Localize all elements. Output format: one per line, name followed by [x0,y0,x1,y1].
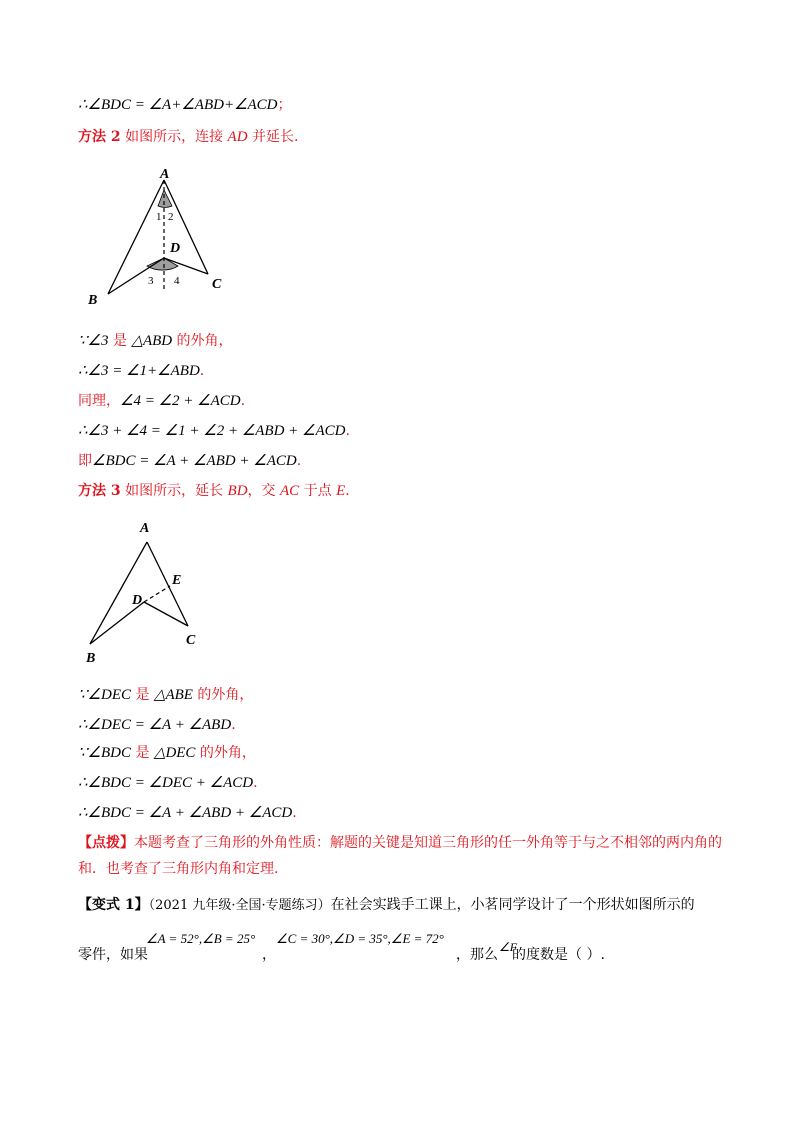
method-2-label: 方法 2 [78,129,121,145]
variant-eq-2 [276,930,444,948]
proof-line-11 [78,804,297,822]
label-D: D [132,593,143,608]
variant-source: （2021 九年级·全国·专题练习） [148,898,331,913]
tip-text: 本题考查了三角形的外角性质：解题的关键是知道三角形的任一外角等于与之不相邻的两内角的和．也考查了三角形内角和定理. [78,835,722,877]
proof-line-9 [78,744,256,762]
equation: ∠BDC = ∠A + ∠ABD + ∠ACD [92,453,297,469]
text: 的外角， [192,687,254,703]
equation: ∴∠DEC = ∠A + ∠ABD [78,717,232,733]
variant-text: 零件，如果 [78,947,148,963]
equation: ∴∠BDC = ∠DEC + ∠ACD [78,775,254,791]
punct: ， [262,947,276,963]
proof-line-2 [78,332,233,350]
proof-line-3 [78,362,204,380]
proof-line-6 [78,452,301,470]
label-B: B [88,293,98,308]
segment-AC [147,542,188,626]
figure-method-3 [80,516,230,666]
equation: △DEC [153,745,196,761]
label-A: A [140,521,150,536]
text: 的外角， [195,745,256,761]
text: 是 [131,687,154,703]
proof-line-10 [78,774,258,792]
text: 是 [108,333,132,349]
tip-label: 【点拨】 [78,835,134,851]
text: 于点 [299,483,337,499]
punct: . [240,393,246,409]
variant-text: ，那么 [456,947,498,963]
label-D: D [170,241,181,256]
proof-line-7 [78,686,253,704]
label-C: C [186,633,196,648]
text: 同理， [78,393,120,409]
segment-DC [144,602,188,626]
label-3: 3 [148,275,154,287]
punct: . [345,423,350,439]
tip-paragraph [78,830,728,882]
variant-text: 在社会实践手工课上，小茗同学设计了一个形状如图所示的 [330,897,695,913]
label-A: A [160,167,170,182]
equation: ∠C = 30°,∠D = 35°,∠E = 72° [276,931,444,946]
equation: △ABE [153,687,193,703]
label-4: 4 [174,275,180,287]
segment-BD [90,602,144,644]
variant-text: 的度数是（ ）. [512,947,605,963]
math: BD [227,483,248,499]
label-B: B [86,651,96,666]
label-E: E [172,573,182,588]
figure-method-2 [80,162,250,312]
equation: ∵∠3 [78,333,109,349]
punct: . [345,483,350,499]
proof-line-8 [78,716,236,734]
equation: ∠A = 52°,∠B = 25° [146,931,256,946]
variant-eq-1 [146,930,255,948]
text: ，交 [247,483,280,499]
punct: . [253,775,258,791]
equation: ∵∠BDC [78,745,131,761]
variant-question-a [456,946,498,964]
equation: ∠F [499,940,518,954]
method-2-heading [78,128,298,146]
text: 即 [78,453,92,469]
equation: ∴∠BDC = ∠A+∠ABD+∠ACD [78,97,278,113]
variant-line-1 [78,896,695,915]
variant-line-2 [78,946,148,964]
equation: ∴∠3 + ∠4 = ∠1 + ∠2 + ∠ABD + ∠ACD [78,423,346,439]
equation: △ABD [131,333,173,349]
label-C: C [212,277,222,292]
equation: ∴∠3 = ∠1+∠ABD [78,363,200,379]
equation: ∵∠DEC [78,687,131,703]
math: E [336,483,346,499]
punct: . [296,453,302,469]
method-2-text: 如图所示，连接 [120,129,228,145]
method-2-text-end: 并延长. [247,129,299,145]
method-2-math: AD [227,129,248,145]
proof-line-1 [78,96,292,114]
punct: ； [277,97,292,113]
text: 如图所示，延长 [120,483,228,499]
method-3-heading [78,482,350,500]
math: AC [279,483,300,499]
punct: . [199,363,205,379]
variant-label: 【变式 1】 [78,897,149,913]
punct: . [231,717,236,733]
label-1: 1 [156,211,162,223]
text: 是 [131,745,154,761]
label-2: 2 [168,211,174,223]
segment-AB [108,180,164,294]
proof-line-5 [78,422,350,440]
variant-question-b [512,946,605,964]
method-3-label: 方法 3 [78,483,121,499]
text: 的外角， [172,333,233,349]
proof-line-4 [78,392,245,410]
variant-comma [262,946,276,964]
dashed-extension-DE [144,586,170,602]
angle-arc-D [147,258,178,270]
equation: ∴∠BDC = ∠A + ∠ABD + ∠ACD [78,805,293,821]
equation: ∠4 = ∠2 + ∠ACD [120,393,241,409]
punct: . [292,805,297,821]
